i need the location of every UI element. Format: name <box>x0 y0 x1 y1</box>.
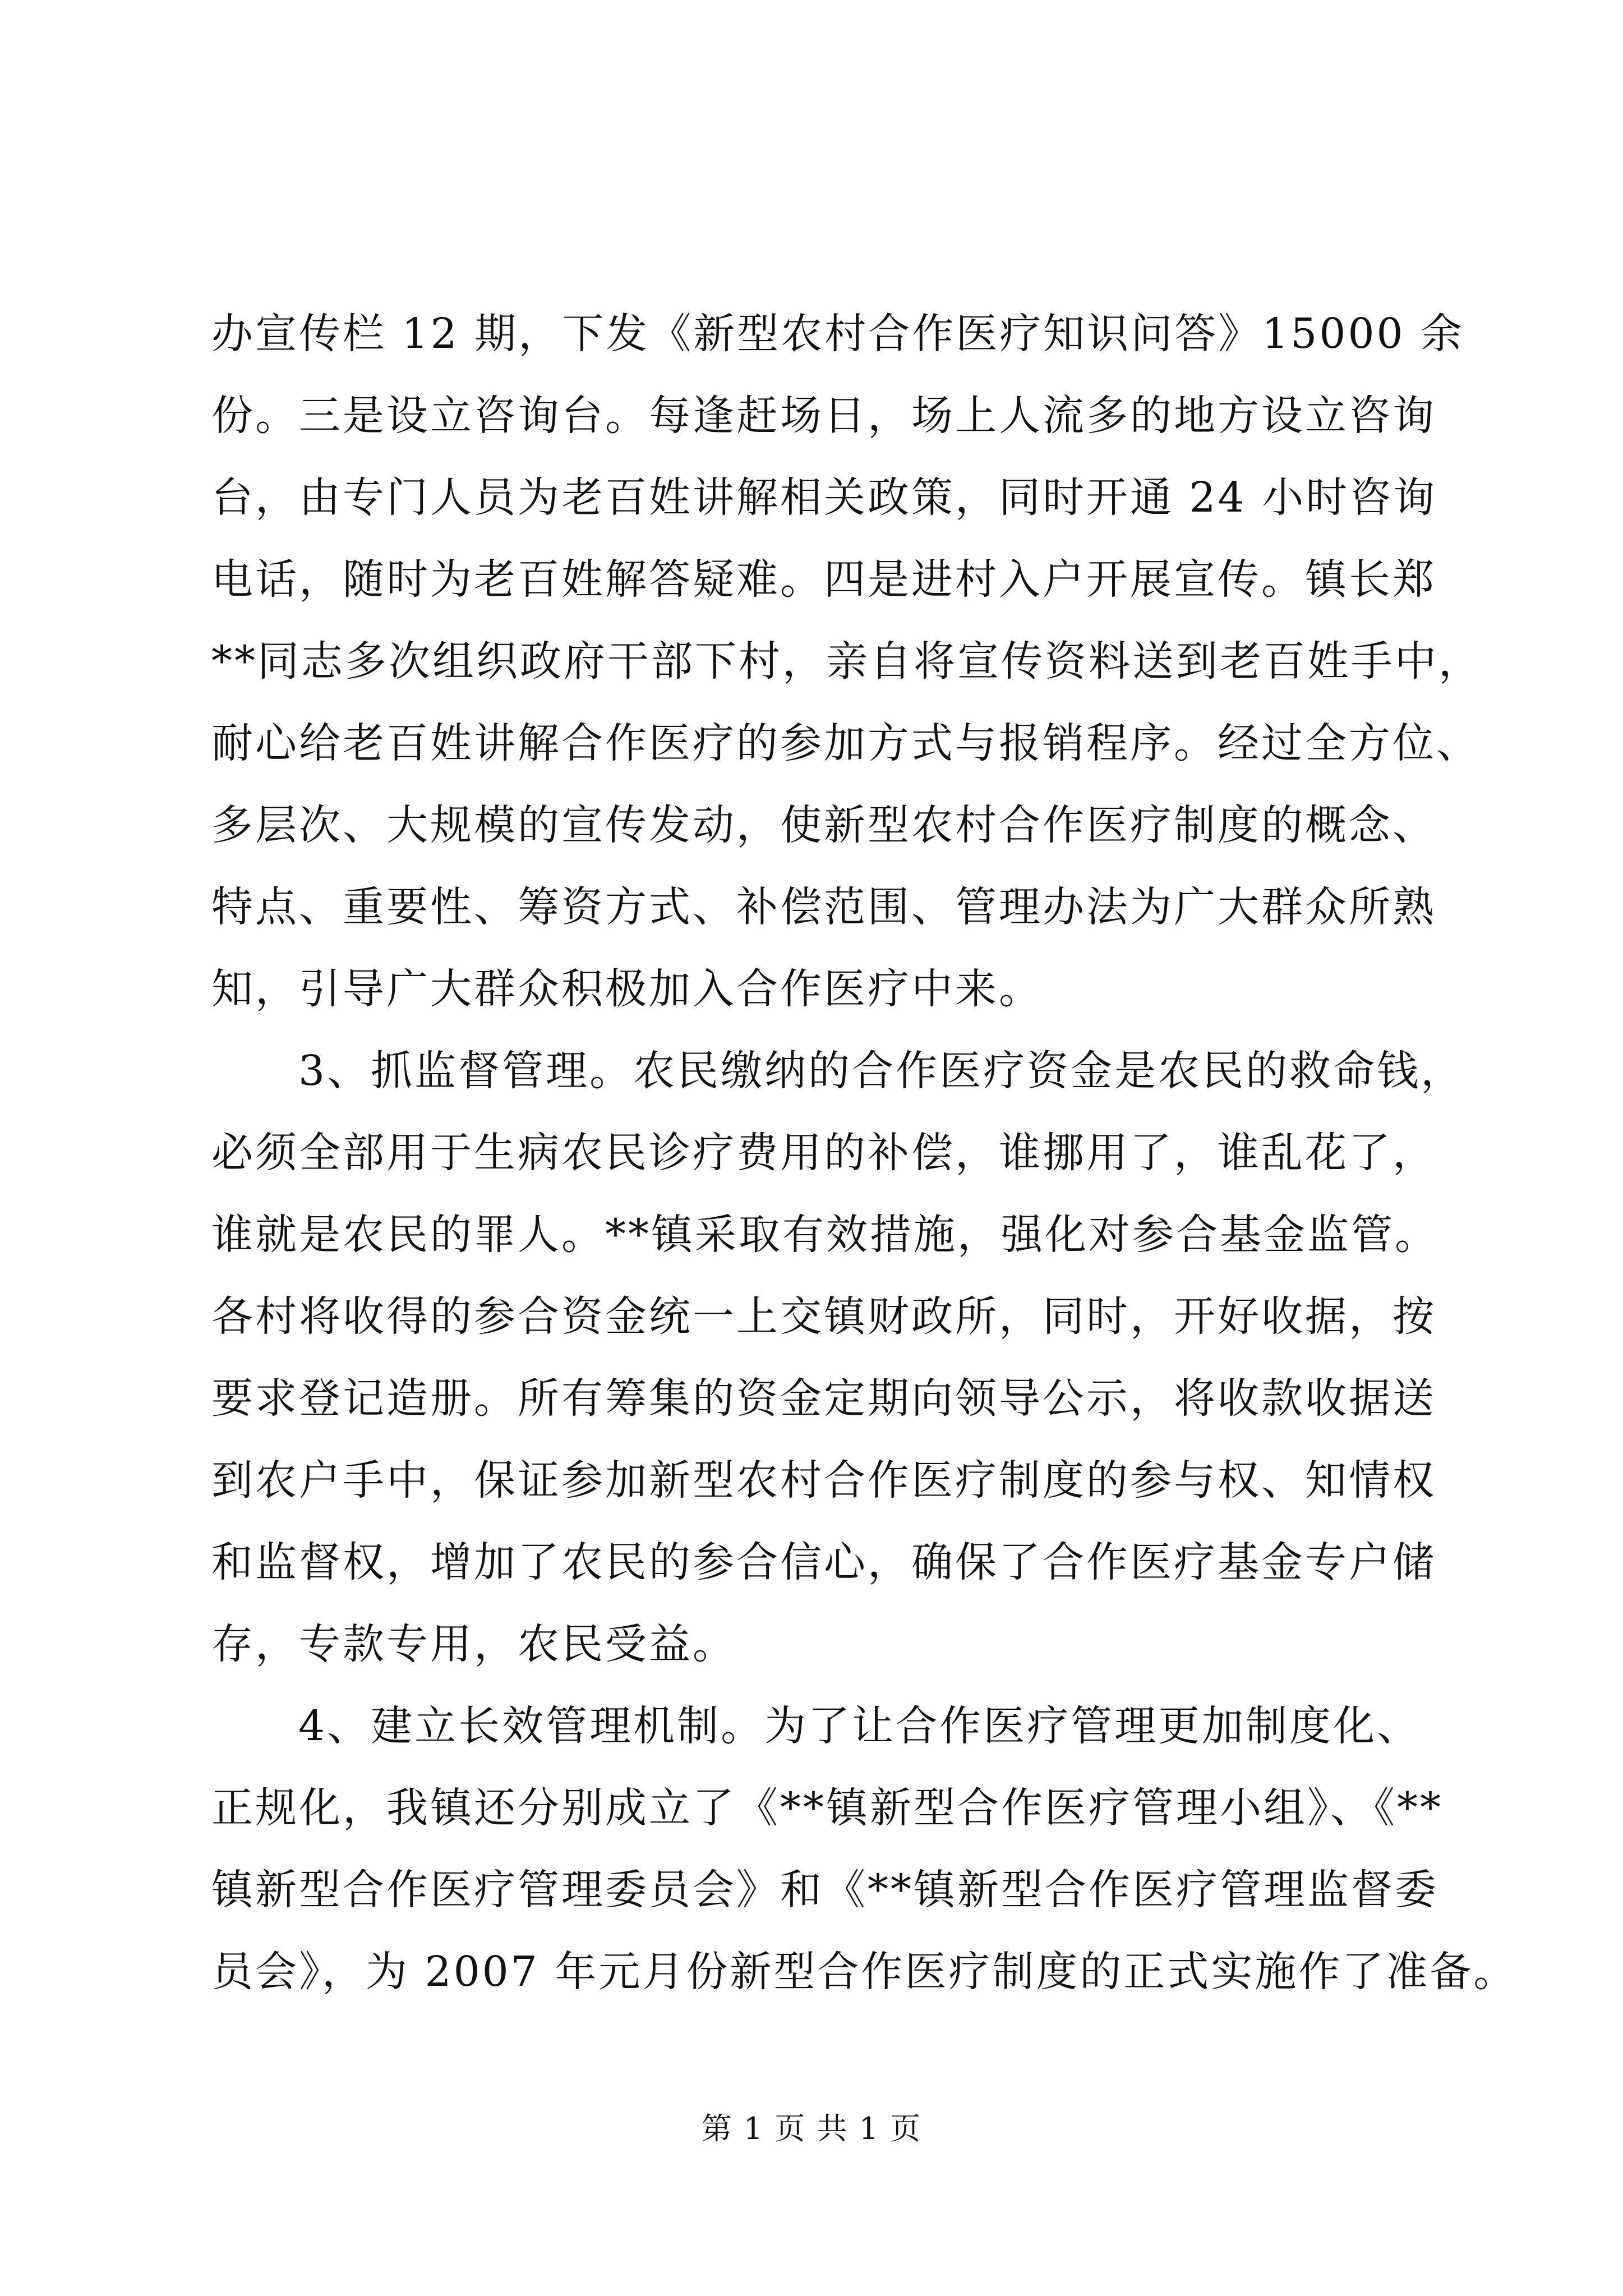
body-line: 和监督权，增加了农民的参合信心，确保了合作医疗基金专户储 <box>211 1538 1436 1586</box>
body-line: 份。三是设立咨询台。每逢赶场日，场上人流多的地方设立咨询 <box>211 392 1436 440</box>
body-line: 电话，随时为老百姓解答疑难。四是进村入户开展宣传。镇长郑 <box>211 555 1436 604</box>
body-line: **同志多次组织政府干部下村，亲自将宣传资料送到老百姓手中， <box>211 637 1482 685</box>
body-line: 耐心给老百姓讲解合作医疗的参加方式与报销程序。经过全方位、 <box>211 719 1480 767</box>
body-line: 各村将收得的参合资金统一上交镇财政所，同时，开好收据，按 <box>211 1292 1436 1341</box>
body-line: 正规化，我镇还分别成立了《**镇新型合作医疗管理小组》、《** <box>211 1784 1443 1832</box>
body-line: 镇新型合作医疗管理委员会》和《**镇新型合作医疗管理监督委 <box>211 1866 1438 1914</box>
page-footer: 第 1 页 共 1 页 <box>701 2111 922 2146</box>
body-line: 要求登记造册。所有筹集的资金定期向领导公示，将收款收据送 <box>211 1374 1436 1423</box>
body-line: 到农户手中，保证参加新型农村合作医疗制度的参与权、知情权 <box>211 1456 1436 1504</box>
body-line: 台，由专门人员为老百姓讲解相关政策，同时开通 24 小时咨询 <box>211 473 1437 522</box>
body-line: 存，专款专用，农民受益。 <box>211 1620 736 1668</box>
paragraph-first-line: 3、抓监督管理。农民缴纳的合作医疗资金是农民的救命钱， <box>298 1047 1465 1095</box>
paragraph-first-line: 4、建立长效管理机制。为了让合作医疗管理更加制度化、 <box>298 1702 1421 1750</box>
body-line: 多层次、大规模的宣传发动，使新型农村合作医疗制度的概念、 <box>211 801 1436 849</box>
body-line: 办宣传栏 12 期，下发《新型农村合作医疗知识问答》15000 余 <box>211 310 1465 358</box>
body-line: 知，引导广大群众积极加入合作医疗中来。 <box>211 965 1043 1013</box>
body-line: 员会》，为 2007 年元月份新型合作医疗制度的正式实施作了准备。 <box>211 1948 1518 1996</box>
body-line: 特点、重要性、筹资方式、补偿范围、管理办法为广大群众所熟 <box>211 883 1436 931</box>
body-line: 谁就是农民的罪人。**镇采取有效措施，强化对参合基金监管。 <box>211 1211 1438 1259</box>
body-line: 必须全部用于生病农民诊疗费用的补偿，谁挪用了，谁乱花了， <box>211 1129 1436 1177</box>
